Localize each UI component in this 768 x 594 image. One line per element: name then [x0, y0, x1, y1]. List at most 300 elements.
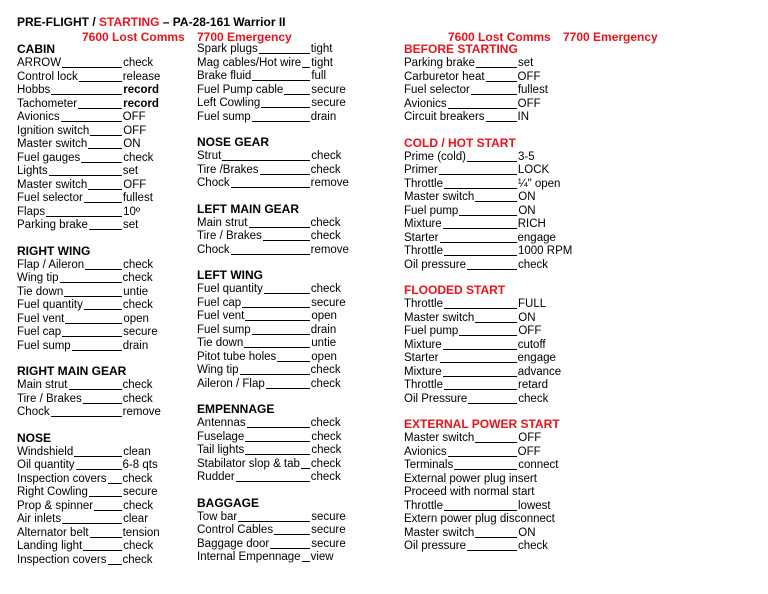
item-label: Windshield — [17, 445, 74, 458]
item-value: fullest — [122, 192, 153, 204]
item-label: Throttle — [404, 298, 443, 310]
item-value: check — [310, 364, 341, 376]
item-value: remove — [310, 243, 349, 256]
checklist-item — [197, 511, 387, 525]
item-label: Throttle — [404, 379, 443, 391]
leader-line — [61, 111, 122, 122]
checklist-item — [404, 164, 594, 178]
item-label: Fuel Pump cable — [197, 83, 284, 96]
item-label: Master switch — [404, 191, 475, 203]
leader-line — [231, 177, 310, 188]
checklist-item — [17, 71, 187, 85]
item-label: Primer — [404, 164, 438, 176]
checklist-item — [17, 379, 187, 393]
checklist-item — [17, 527, 187, 541]
item-value: drain — [310, 110, 337, 123]
item-value: secure — [311, 83, 346, 96]
item-value: 6-8 qts — [122, 459, 158, 471]
item-value: check — [518, 258, 549, 271]
leader-line — [467, 259, 517, 270]
item-label: Fuel gauges — [17, 151, 81, 164]
section-external-power-start — [404, 418, 594, 554]
leader-line — [471, 84, 517, 95]
item-label: Oil quantity — [17, 459, 75, 471]
item-value: lowest — [518, 499, 551, 512]
checklist-item — [17, 84, 187, 98]
leader-line — [448, 446, 517, 457]
leader-line — [261, 97, 310, 108]
leader-line — [245, 444, 310, 455]
item-value: check — [310, 457, 341, 470]
item-value: check — [311, 444, 342, 456]
item-value: check — [122, 299, 153, 311]
leader-line — [443, 218, 517, 229]
leader-line — [486, 71, 517, 82]
item-label: Aileron / Flap — [197, 377, 265, 390]
checklist-item — [197, 111, 387, 125]
leader-line — [266, 378, 310, 389]
checklist-item — [404, 98, 594, 112]
item-value: tight — [311, 56, 333, 69]
item-value: secure — [311, 510, 346, 523]
item-value: OFF — [517, 70, 541, 83]
leader-line — [247, 417, 310, 428]
item-label: Alternator belt — [17, 526, 89, 539]
title-prefix: PRE-FLIGHT / — [17, 15, 99, 29]
leader-line — [62, 513, 122, 524]
leader-line — [89, 219, 122, 230]
checklist-item — [197, 458, 387, 472]
emergency-code: 7700 Emergency — [197, 30, 292, 44]
section-nose-gear — [197, 136, 387, 191]
item-value: drain — [122, 339, 149, 352]
checklist-item — [404, 339, 594, 353]
leader-line — [270, 538, 310, 549]
item-value: check — [123, 57, 154, 69]
lost-comms-code-right: 7600 Lost Comms — [448, 30, 551, 44]
leader-line — [439, 164, 517, 175]
item-label: Tire / Brakes — [17, 392, 82, 405]
leader-line — [249, 217, 310, 228]
checklist-item — [197, 230, 387, 244]
item-label: Chock — [197, 177, 230, 189]
item-label: Fuel sump — [197, 110, 251, 123]
section-heading: LEFT MAIN GEAR — [197, 201, 299, 216]
item-value: OFF — [123, 124, 147, 137]
item-value: full — [311, 70, 327, 82]
page-title — [17, 15, 286, 29]
leader-line — [302, 57, 310, 68]
checklist-item — [17, 57, 187, 71]
section-heading: CABIN — [17, 42, 55, 56]
leader-line — [260, 164, 310, 175]
item-value: check — [123, 540, 154, 552]
leader-line — [49, 165, 122, 176]
item-label: Mixture — [404, 365, 442, 378]
item-value: OFF — [517, 445, 541, 458]
item-label: Carburetor heat — [404, 70, 485, 83]
checklist-item — [404, 84, 594, 98]
item-label: Fuel cap — [17, 326, 62, 338]
item-label: Master switch — [404, 526, 475, 539]
checklist-item — [197, 417, 387, 431]
item-label: Parking brake — [404, 57, 475, 69]
checklist-item — [17, 206, 187, 220]
leader-line — [448, 98, 517, 109]
checklist-item — [404, 393, 594, 407]
checklist-item — [17, 152, 187, 166]
checklist-item — [17, 473, 187, 487]
item-value: view — [310, 551, 334, 563]
checklist-item — [197, 70, 387, 84]
leader-line — [79, 71, 122, 82]
checklist-item — [404, 218, 594, 232]
checklist-item — [404, 459, 594, 473]
item-value: ON — [518, 311, 536, 324]
item-value: OFF — [517, 97, 541, 110]
item-value: OFF — [518, 432, 542, 444]
checklist-item — [404, 191, 594, 205]
leader-line — [444, 298, 517, 309]
section-right-main-gear — [17, 365, 187, 420]
leader-line — [65, 313, 122, 324]
checklist-item — [404, 352, 594, 366]
item-value: check — [310, 216, 341, 229]
item-label: Fuel pump — [404, 325, 459, 337]
leader-line — [274, 524, 310, 535]
item-value: untie — [123, 285, 149, 298]
checklist-item — [197, 310, 387, 324]
item-label: Throttle — [404, 245, 443, 257]
leader-line — [238, 511, 310, 522]
checklist-item — [404, 205, 594, 219]
leader-line — [440, 232, 517, 243]
leader-line — [51, 84, 122, 95]
checklist-item — [197, 444, 387, 458]
item-label: Inspection covers — [17, 553, 107, 566]
checklist-item — [404, 57, 594, 71]
checklist-item — [197, 43, 387, 57]
item-label: Avionics — [404, 97, 447, 110]
leader-line — [62, 57, 122, 68]
item-value: check — [122, 392, 153, 405]
checklist-item — [404, 366, 594, 380]
checklist-item — [404, 232, 594, 246]
item-value: engage — [517, 231, 556, 244]
checklist-item — [404, 432, 594, 446]
item-label: Circuit breakers — [404, 111, 485, 123]
section-flooded-start — [404, 284, 594, 406]
item-value: check — [311, 150, 342, 162]
item-value: remove — [310, 177, 349, 189]
leader-line — [236, 471, 310, 482]
item-value: check — [310, 230, 341, 242]
item-value: advance — [517, 365, 562, 378]
item-label: Mixture — [404, 338, 442, 351]
leader-line — [83, 393, 122, 404]
item-value: IN — [517, 111, 530, 123]
section-right-wing — [17, 245, 187, 354]
leader-line — [90, 125, 122, 136]
item-label: Tow bar — [197, 510, 238, 523]
item-value: set — [122, 219, 139, 231]
leader-line — [81, 152, 122, 163]
item-value: fullest — [517, 84, 548, 96]
item-value: check — [311, 430, 342, 443]
leader-line — [475, 432, 517, 443]
item-label: Right Cowling — [17, 486, 88, 498]
leader-line — [459, 205, 517, 216]
item-label: Tire / Brakes — [197, 230, 262, 242]
checklist-item — [17, 286, 187, 300]
section-heading: RIGHT WING — [17, 243, 91, 258]
checklist-item — [17, 98, 187, 112]
section-heading: NOSE — [17, 430, 52, 445]
item-label: Throttle — [404, 499, 443, 512]
leader-line — [76, 459, 122, 470]
item-label: Flaps — [17, 205, 46, 218]
checklist-item — [197, 150, 387, 164]
item-value: clear — [123, 513, 149, 525]
item-label: Tachometer — [17, 97, 78, 110]
checklist-item — [404, 245, 594, 259]
item-label: Terminals — [404, 459, 454, 471]
checklist-item — [17, 540, 187, 554]
section-heading: BAGGAGE — [197, 495, 260, 510]
leader-line — [302, 551, 310, 562]
checklist-item — [404, 527, 594, 541]
leader-line — [444, 379, 517, 390]
leader-line — [440, 352, 517, 363]
checklist-item — [17, 272, 187, 286]
item-value: check — [123, 258, 154, 271]
leader-line — [88, 179, 122, 190]
leader-line — [277, 351, 310, 362]
item-label: Hobbs — [17, 84, 51, 96]
item-label: Wing tip — [17, 272, 59, 284]
item-label: Control Cables — [197, 524, 274, 536]
leader-line — [240, 364, 310, 375]
item-value: RICH — [517, 218, 546, 230]
item-label: Brake fluid — [197, 70, 252, 82]
item-value: ¼" open — [518, 177, 561, 190]
checklist-column-left — [17, 43, 187, 567]
leader-line — [454, 459, 517, 470]
item-label: Master switch — [17, 138, 88, 150]
item-label: Tie down — [197, 337, 244, 349]
item-value: secure — [311, 296, 346, 309]
item-value: check — [310, 163, 341, 176]
checklist-item — [17, 486, 187, 500]
item-label: Oil Pressure — [404, 392, 468, 405]
item-label: Mixture — [404, 218, 442, 230]
checklist-note: External power plug insert — [404, 472, 537, 485]
item-label: Rudder — [197, 471, 235, 483]
checklist-item — [404, 298, 594, 312]
item-label: Main strut — [17, 379, 68, 391]
item-value: check — [122, 272, 153, 284]
checklist-item — [17, 111, 187, 125]
title-aircraft: – PA-28-161 Warrior II — [159, 15, 286, 29]
leader-line — [259, 43, 310, 54]
checklist-item — [197, 431, 387, 445]
checklist-item — [404, 540, 594, 554]
checklist-item — [197, 217, 387, 231]
item-label: Avionics — [17, 111, 60, 123]
leader-line — [51, 406, 122, 417]
item-label: Parking brake — [17, 219, 88, 231]
item-value: check — [123, 499, 154, 512]
item-value: clean — [123, 445, 151, 458]
checklist-item — [17, 393, 187, 407]
leader-line — [94, 500, 122, 511]
leader-line — [244, 337, 310, 348]
item-value: set — [122, 165, 139, 177]
checklist-item — [17, 459, 187, 473]
section-left-main-gear — [197, 203, 387, 258]
item-value: connect — [518, 459, 559, 471]
leader-line — [90, 527, 122, 538]
item-label: Ignition switch — [17, 124, 90, 137]
item-value: check — [122, 472, 153, 485]
checklist-item — [17, 299, 187, 313]
checklist-item — [17, 446, 187, 460]
checklist-item — [404, 446, 594, 460]
item-value: tension — [122, 526, 160, 539]
checklist-item — [197, 177, 387, 191]
checklist-item — [197, 84, 387, 98]
leader-line — [467, 151, 517, 162]
checklist-item — [404, 71, 594, 85]
item-value: check — [122, 379, 153, 391]
item-label: Tail lights — [197, 444, 245, 456]
item-value: retard — [518, 379, 549, 391]
checklist-item — [17, 406, 187, 420]
checklist-column-right — [404, 43, 594, 554]
item-value: FULL — [518, 298, 547, 310]
item-value: tight — [310, 43, 333, 55]
item-value: 10º — [123, 205, 141, 218]
item-label: Inspection covers — [17, 472, 107, 485]
item-label: Fuel selector — [404, 84, 470, 96]
item-label: Fuel cap — [197, 296, 242, 309]
checklist-item — [404, 500, 594, 514]
section-heading: FLOODED START — [404, 283, 506, 297]
item-value: OFF — [122, 111, 146, 123]
section-heading: RIGHT MAIN GEAR — [17, 364, 127, 378]
item-label: Starter — [404, 231, 439, 244]
item-value: secure — [123, 326, 158, 338]
leader-line — [475, 191, 517, 202]
leader-line — [85, 259, 122, 270]
leader-line — [64, 286, 122, 297]
checklist-item — [197, 324, 387, 338]
item-label: Chock — [17, 406, 50, 418]
item-label: Left Cowling — [197, 97, 261, 109]
item-value: check — [122, 553, 153, 566]
item-label: Fuel quantity — [17, 299, 83, 311]
leader-line — [467, 540, 517, 551]
checklist-item — [17, 125, 187, 139]
item-value: engage — [517, 352, 556, 364]
item-label: Tie down — [17, 285, 64, 298]
section-empennage — [197, 403, 387, 485]
item-value: untie — [311, 337, 337, 349]
leader-line — [245, 310, 310, 321]
item-value: release — [122, 70, 161, 83]
item-label: Baggage door — [197, 537, 270, 550]
item-value: open — [311, 350, 337, 363]
emergency-code-right: 7700 Emergency — [563, 30, 658, 44]
item-value: check — [310, 377, 341, 390]
item-value: drain — [310, 323, 337, 336]
checklist-item — [197, 297, 387, 311]
checklist-item — [404, 111, 594, 125]
item-label: Pitot tube holes — [197, 350, 277, 363]
item-value: LOCK — [517, 164, 550, 176]
item-value: open — [311, 310, 337, 322]
item-label: Strut — [197, 150, 222, 162]
section-heading: EXTERNAL POWER START — [404, 417, 560, 431]
item-label: Fuel sump — [197, 323, 251, 336]
leader-line — [252, 70, 310, 81]
item-label: Oil pressure — [404, 258, 466, 271]
checklist-item — [17, 165, 187, 179]
item-label: Fuel pump — [404, 204, 459, 217]
checklist-item — [197, 538, 387, 552]
item-value: record — [123, 84, 160, 96]
leader-line — [444, 245, 517, 256]
leader-line — [78, 98, 122, 109]
item-label: Fuel vent — [197, 310, 245, 322]
leader-line — [443, 366, 517, 377]
item-label: ARROW — [17, 57, 62, 69]
item-label: Master switch — [404, 432, 475, 444]
item-label: Master switch — [404, 311, 475, 324]
leader-line — [475, 312, 517, 323]
item-label: Air inlets — [17, 513, 62, 525]
item-label: Tire /Brakes — [197, 163, 259, 176]
leader-line — [444, 500, 517, 511]
section-left-wing — [197, 269, 387, 391]
leader-line — [486, 111, 517, 122]
section-before-starting — [404, 43, 594, 125]
item-value: cutoff — [517, 338, 546, 351]
item-label: Fuselage — [197, 430, 245, 443]
checklist-item — [197, 364, 387, 378]
checklist-item — [17, 500, 187, 514]
item-label: Mag cables/Hot wire — [197, 56, 302, 69]
leader-line — [242, 297, 310, 308]
leader-line — [468, 393, 517, 404]
checklist-item — [404, 259, 594, 273]
item-label: Main strut — [197, 216, 248, 229]
leader-line — [222, 150, 310, 161]
lost-comms-code: 7600 Lost Comms — [82, 30, 185, 44]
section-nose — [17, 432, 187, 568]
checklist-item — [197, 524, 387, 538]
leader-line — [443, 339, 517, 350]
item-label: Master switch — [17, 178, 88, 191]
item-value: secure — [311, 524, 346, 536]
checklist-item — [17, 313, 187, 327]
item-label: Antennas — [197, 417, 246, 429]
item-value: ON — [518, 526, 536, 539]
leader-line — [476, 57, 517, 68]
leader-line — [444, 178, 517, 189]
item-value: secure — [122, 486, 158, 498]
leader-line — [252, 111, 310, 122]
